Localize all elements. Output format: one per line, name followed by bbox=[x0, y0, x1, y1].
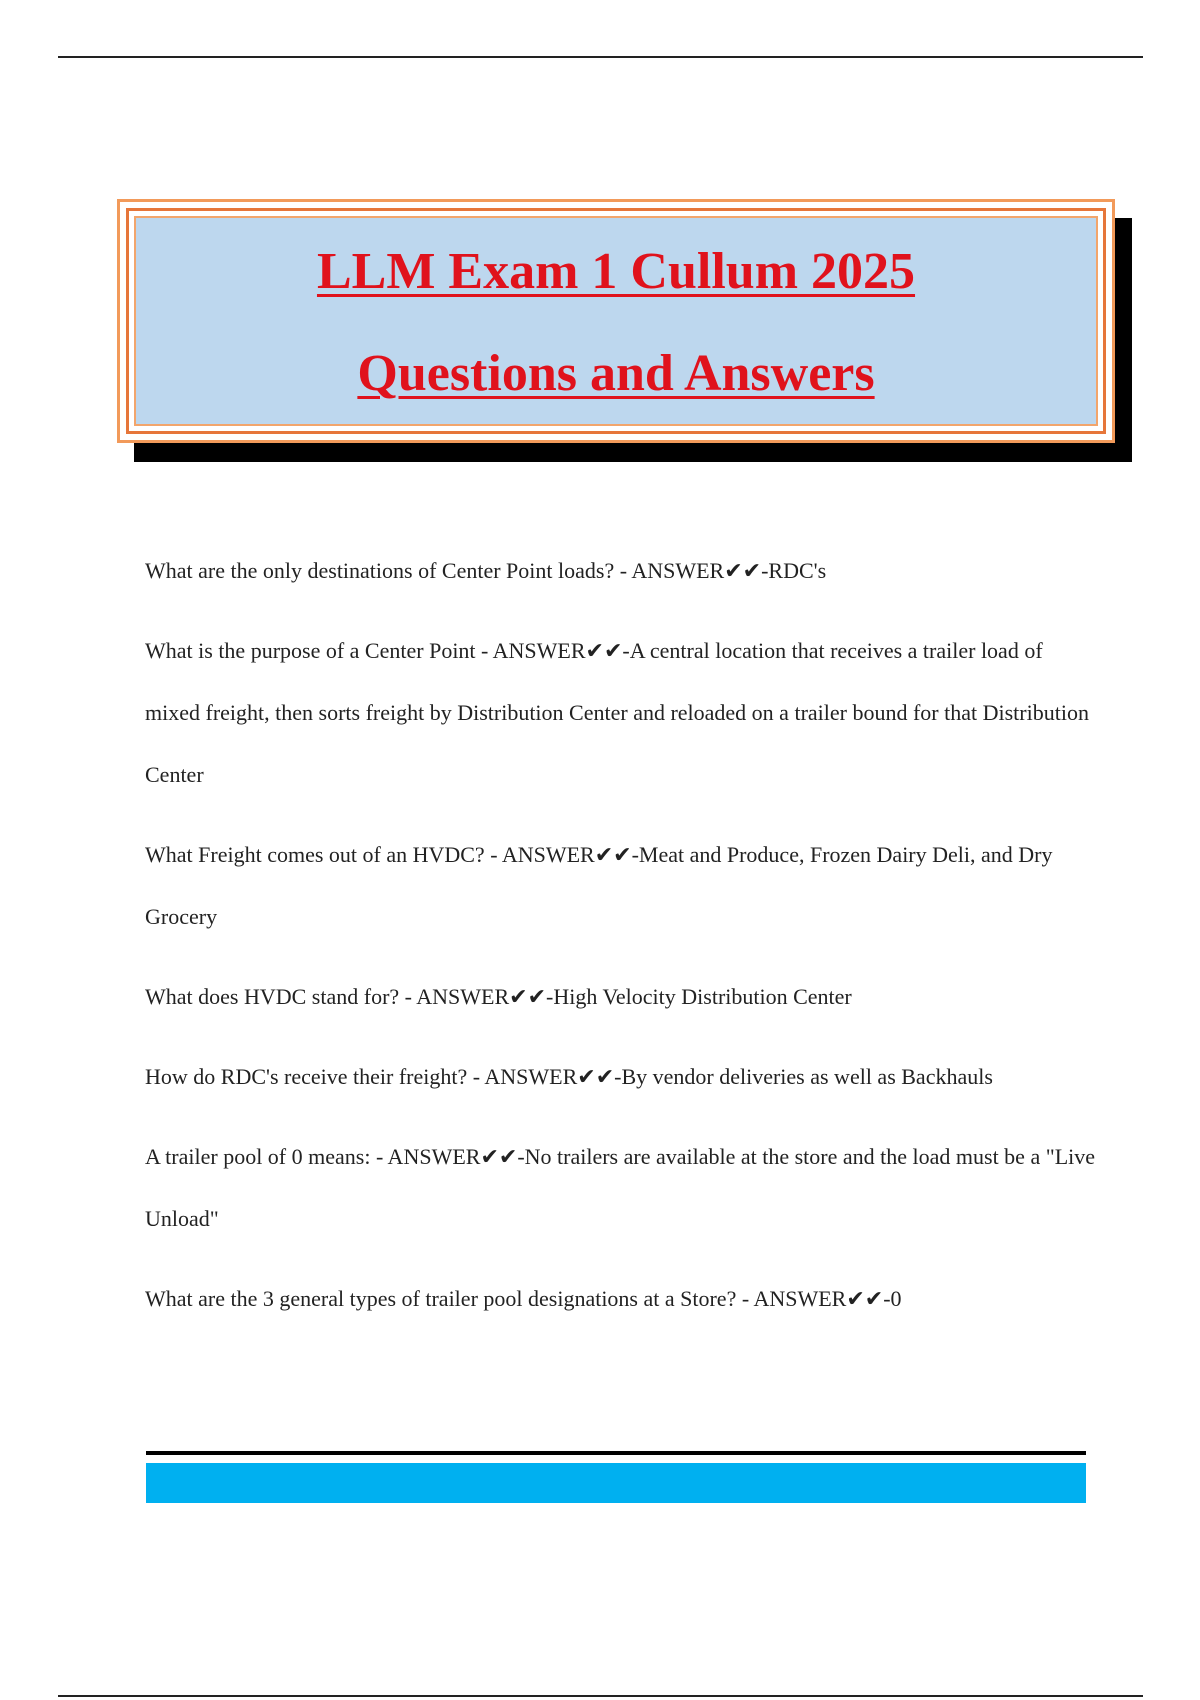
title-banner bbox=[117, 199, 1115, 443]
qa-item: What Freight comes out of an HVDC? - ANSWER✔✔-Meat and Produce, Frozen Dairy Deli, and Dry Grocery bbox=[145, 842, 1053, 929]
footer-bar bbox=[146, 1463, 1086, 1503]
document-title: LLM Exam 1 Cullum 2025 bbox=[316, 243, 916, 300]
header-rule bbox=[58, 56, 1143, 58]
qa-list bbox=[145, 540, 1095, 1348]
qa-item: A trailer pool of 0 means: - ANSWER✔✔-No trailers are available at the store and the load must be a "Live Unload" bbox=[145, 1144, 1096, 1231]
page-bottom-rule bbox=[58, 1695, 1143, 1697]
footer-rule bbox=[146, 1451, 1086, 1455]
qa-item: What are the 3 general types of trailer pool designations at a Store? - ANSWER✔✔-0 bbox=[145, 1286, 902, 1311]
qa-item: How do RDC's receive their freight? - ANSWER✔✔-By vendor deliveries as well as Backhauls bbox=[145, 1064, 993, 1089]
qa-item: What are the only destinations of Center Point loads? - ANSWER✔✔-RDC's bbox=[145, 558, 827, 583]
qa-item: What does HVDC stand for? - ANSWER✔✔-High Velocity Distribution Center bbox=[145, 984, 852, 1009]
document-subtitle: Questions and Answers bbox=[357, 345, 875, 402]
qa-item: What is the purpose of a Center Point - ANSWER✔✔-A central location that receives a trailer load of mixed freight, then sorts freight by Distribution Center and reloaded on a trailer bound for that Distribution Center bbox=[145, 638, 1089, 787]
banner-inner-border bbox=[126, 208, 1106, 434]
banner-fill bbox=[134, 216, 1098, 426]
